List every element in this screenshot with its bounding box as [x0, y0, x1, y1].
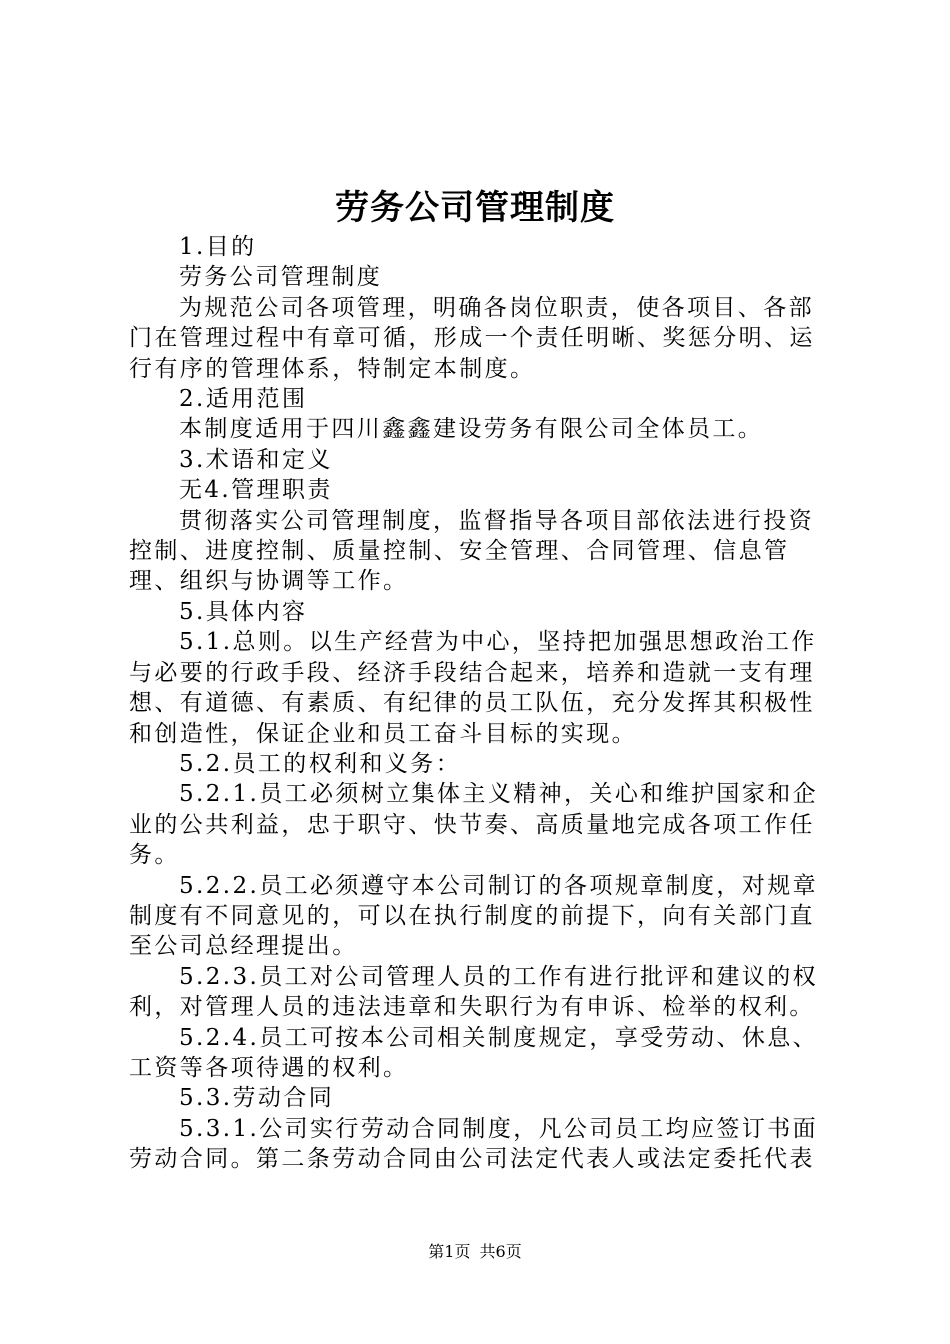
paragraph-5-3-heading: 5.3.劳动合同 [179, 1085, 335, 1112]
paragraph-responsibilities: 贯彻落实公司管理制度，监督指导各项目部依法进行投资控制、进度控制、质量控制、安全管理、合同管理、信息管理、组织与协调等工作。 [129, 507, 814, 595]
page-footer [0, 1240, 950, 1264]
paragraph-5-2-2: 5.2.2.员工必须遵守本公司制订的各项规章制度，对规章制度有不同意见的，可以在执行制度的前提下，向有关部门直至公司总经理提出。 [129, 872, 819, 960]
paragraph-purpose: 为规范公司各项管理，明确各岗位职责，使各项目、各部门在管理过程中有章可循，形成一个责任明晰、奖惩分明、运行有序的管理体系，特制定本制度。 [129, 294, 815, 382]
paragraph-scope: 本制度适用于四川鑫鑫建设劳务有限公司全体员工。 [179, 416, 764, 443]
paragraph-5-2-3: 5.2.3.员工对公司管理人员的工作有进行批评和建议的权利，对管理人员的违法违章和失职行为有申诉、检举的权利。 [129, 963, 819, 1021]
document-body [129, 232, 839, 1175]
paragraph-section-1-heading: 1.目的 [179, 234, 257, 260]
page-number: 第1页 [428, 1242, 471, 1261]
paragraph-5-3-1: 5.3.1.公司实行劳动合同制度，凡公司员工均应签订书面劳动合同。第二条劳动合同由公司法定代表人或法定委托代表 [129, 1115, 819, 1173]
paragraph-5-2-1: 5.2.1.员工必须树立集体主义精神，关心和维护国家和企业的公共利益，忠于职守、快节奏、高质量地完成各项工作任务。 [129, 781, 819, 869]
paragraph-5-2-heading: 5.2.员工的权利和义务： [179, 750, 462, 777]
paragraph-section-3-heading: 3.术语和定义 [179, 446, 333, 473]
page-title: 劳务公司管理制度 [335, 188, 615, 228]
paragraph-section-4-heading: 无4.管理职责 [179, 477, 333, 504]
paragraph-5-1-general: 5.1.总则。以生产经营为中心，坚持把加强思想政治工作与必要的行政手段、经济手段结合起来，培养和造就一支有理想、有道德、有素质、有纪律的员工队伍，充分发挥其积极性和创造性，保证企业和员工奋斗目标的实现。 [129, 629, 817, 747]
page-total: 共6页 [479, 1242, 522, 1261]
paragraph-subtitle: 劳务公司管理制度 [179, 264, 383, 291]
paragraph-5-2-4: 5.2.4.员工可按本公司相关制度规定，享受劳动、休息、工资等各项待遇的权利。 [129, 1024, 819, 1081]
paragraph-section-5-heading: 5.具体内容 [179, 598, 308, 625]
paragraph-section-2-heading: 2.适用范围 [179, 386, 308, 413]
